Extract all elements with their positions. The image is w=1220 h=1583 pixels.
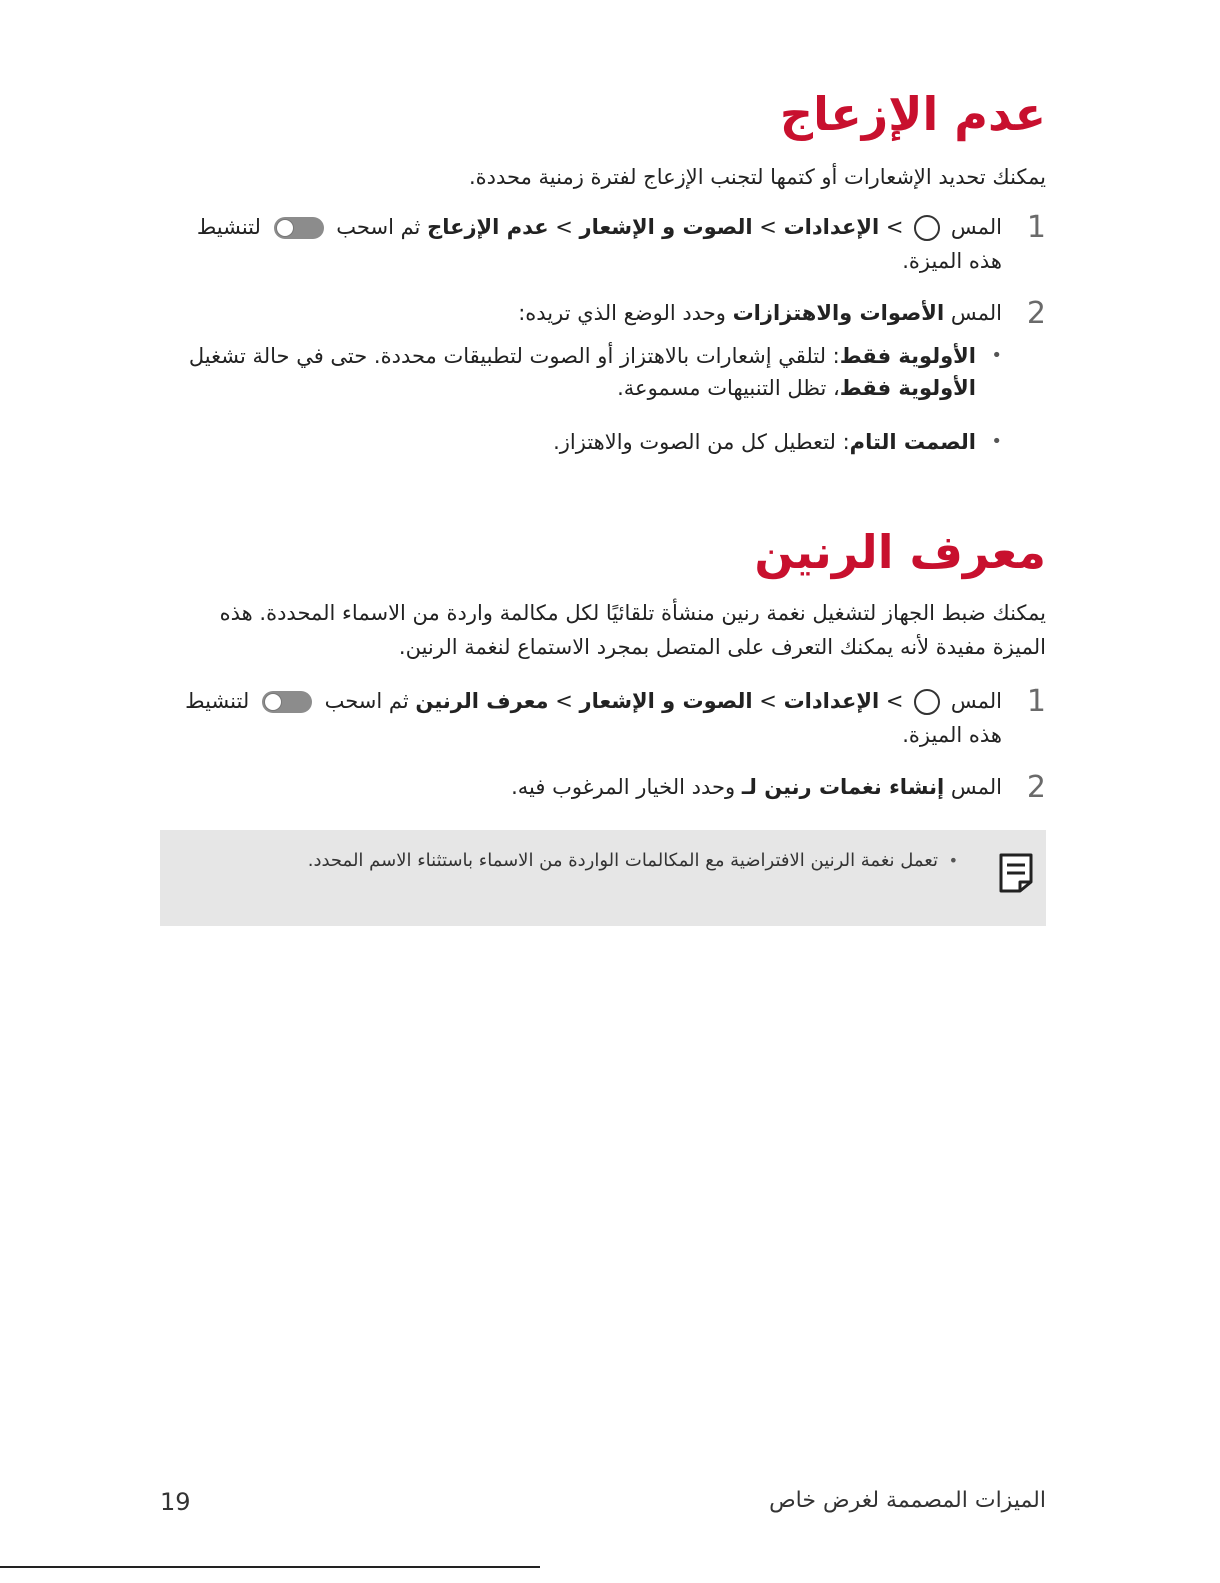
- path-sound-notification: الصوت و الإشعار: [579, 215, 753, 239]
- toggle-switch-icon: [262, 691, 312, 713]
- dnd-step-2: 2 المس الأصوات والاهتزازات وحدد الوضع الذي تريده:: [160, 296, 1046, 330]
- list-item: • الأولوية فقط: لتلقي إشعارات بالاهتزاز أو الصوت لتطبيقات محددة. حتى في حالة تشغيل الأولوية فقط، تظل التنبيهات مسموعة.: [160, 340, 1046, 404]
- note-icon: [998, 852, 1034, 894]
- note-box: [160, 830, 1046, 926]
- ringtone-step-1: 1 المس > الإعدادات > الصوت و الإشعار > معرف الرنين ثم اسحب لتنشيط هذه الميزة.: [185, 684, 1046, 747]
- dnd-mode-list: [160, 340, 1046, 458]
- path-sound-notification: الصوت و الإشعار: [579, 689, 753, 713]
- step-number: 1: [1026, 210, 1046, 245]
- note-text: • تعمل نغمة الرنين الافتراضية مع المكالمات الواردة من الاسماء باستثناء الاسم المحدد.: [218, 846, 958, 876]
- sounds-vibrations-label: الأصوات والاهتزازات: [732, 301, 945, 325]
- home-circle-icon: [914, 215, 940, 241]
- toggle-switch-icon: [274, 217, 324, 239]
- page-number: 19: [160, 1488, 191, 1516]
- compose-ringtone-label: إنشاء نغمات رنين لـ: [741, 775, 945, 799]
- path-settings: الإعدادات: [783, 215, 880, 239]
- path-settings: الإعدادات: [783, 689, 880, 713]
- list-item: • الصمت التام: لتعطيل كل من الصوت والاهتزاز.: [160, 426, 1046, 458]
- step-number: 2: [1026, 296, 1046, 331]
- bottom-rule: [0, 1566, 540, 1568]
- footer-section-title: الميزات المصممة لغرض خاص: [769, 1488, 1046, 1513]
- ringtone-step-2: 2 المس إنشاء نغمات رنين لـ وحدد الخيار المرغوب فيه.: [160, 770, 1046, 804]
- caller-ringtone-intro: يمكنك ضبط الجهاز لتشغيل نغمة رنين منشأة تلقائيًا لكل مكالمة واردة من الاسماء المحددة. هذه الميزة مفيدة لأنه يمكنك التعرف على المتصل بمجرد الاستماع لنغمة الرنين.: [219, 601, 1046, 659]
- home-circle-icon: [914, 689, 940, 715]
- path-do-not-disturb: عدم الإزعاج: [427, 215, 549, 239]
- path-caller-ringtone: معرف الرنين: [415, 689, 549, 713]
- step-number: 2: [1026, 770, 1046, 805]
- step-number: 1: [1026, 684, 1046, 719]
- dnd-step-1: 1 المس > الإعدادات > الصوت و الإشعار > عدم الإزعاج ثم اسحب لتنشيط هذه الميزة.: [196, 210, 1046, 273]
- dnd-intro: يمكنك تحديد الإشعارات أو كتمها لتجنب الإزعاج لفترة زمنية محددة.: [468, 165, 1046, 189]
- section-title-do-not-disturb: عدم الإزعاج: [779, 87, 1046, 141]
- section-title-caller-ringtone: معرف الرنين: [754, 525, 1046, 579]
